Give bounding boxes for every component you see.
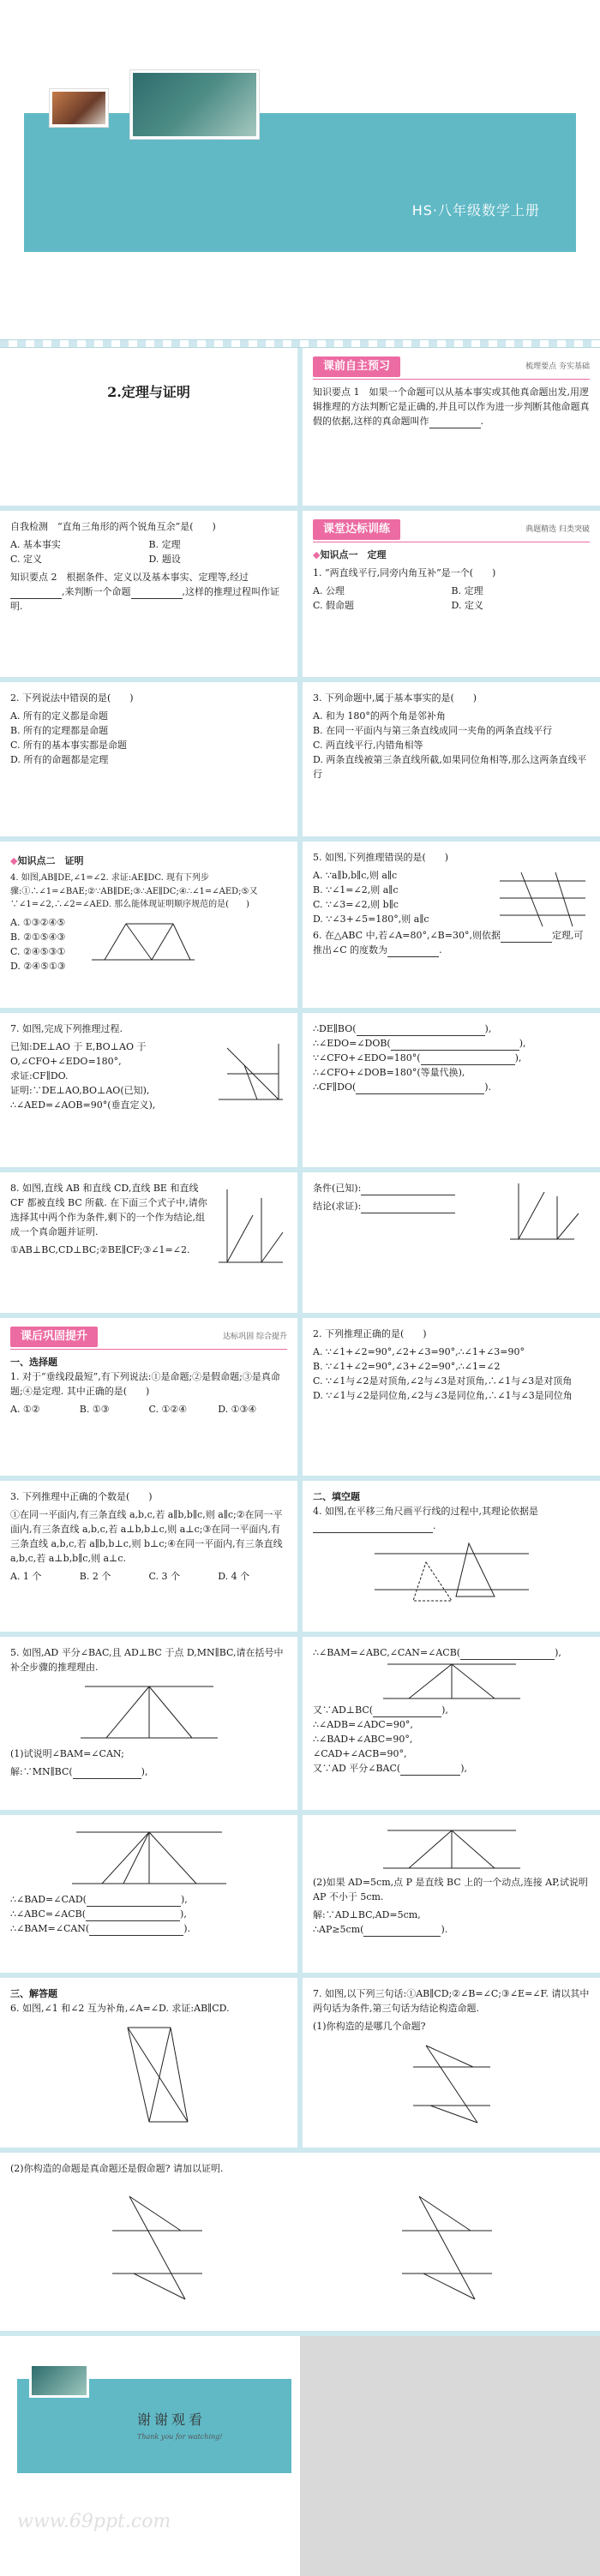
- option[interactable]: B. 定理: [148, 539, 181, 551]
- sub-question: (1)试说明∠BAM=∠CAN;: [10, 1748, 124, 1760]
- proof-line: ∴∠EDO=∠DOB( ),: [313, 1036, 590, 1051]
- proof-line: 又∵AD 平分∠BAC( ),: [313, 1761, 590, 1776]
- question: 7. 如图,完成下列推理过程.: [10, 1023, 123, 1034]
- solution: 解:∵MN∥BC(: [10, 1766, 73, 1778]
- answer-blank[interactable]: [387, 947, 439, 957]
- answer-blank[interactable]: [356, 1084, 484, 1094]
- answer-blank[interactable]: [460, 1650, 555, 1660]
- option[interactable]: A. 公理: [313, 585, 345, 597]
- slide-q8-answer: [297, 1172, 600, 1313]
- ribbon-sub: 达标巩固 综合提升: [223, 1333, 287, 1341]
- knowledge-text: 知识要点 2 根据条件、定义以及基本事实、定理等,经过: [10, 572, 249, 584]
- knowledge-text: 知识要点 1 如果一个命题可以从基本事实或其他真命题出发,用逻辑推理的方法判断它是正确的,并且可以作为进一步判断其他命题真假的依据,这样的真命题叫作: [313, 386, 590, 428]
- options: [313, 584, 590, 613]
- cover-slide: [0, 0, 600, 339]
- end-photo: [29, 2363, 89, 2398]
- ribbon: 课堂达标训练: [313, 519, 400, 540]
- proof-line: ∴∠BAD=∠CAD( ),: [10, 1892, 287, 1907]
- answer-blank[interactable]: [361, 1185, 455, 1195]
- answer-blank[interactable]: [87, 1896, 181, 1907]
- proof-line: ∴∠AED=∠AOB=90°(垂直定义),: [10, 1099, 156, 1111]
- cover-photo: [50, 89, 108, 127]
- ribbon-sub: 梳理要点 夯实基础: [525, 362, 590, 371]
- figure: [366, 1537, 537, 1605]
- figure: [375, 1824, 529, 1875]
- thanks-text: 谢谢观看: [137, 2411, 207, 2428]
- question: 4. 如图,在平移三角尺画平行线的过程中,其理论依据是: [313, 1506, 538, 1518]
- solution: 解:∵AD⊥BC,AD=5cm,: [313, 1909, 421, 1921]
- sub-question: (2)如果 AD=5cm,点 P 是直线 BC 上的一个动点,连接 AP,试说明 AP 不小于 5cm.: [313, 1877, 588, 1903]
- end-slide: [0, 2336, 600, 2576]
- question: 6. 在△ABC 中,若∠A=80°,∠B=30°,则依据: [313, 930, 501, 942]
- slide-q7: [0, 1013, 297, 1167]
- slide-class-train: [297, 511, 600, 677]
- option[interactable]: C. 3 个: [148, 1571, 181, 1583]
- option[interactable]: D. 题设: [148, 554, 181, 566]
- proof-line: ∴CF∥DO( ).: [313, 1080, 590, 1094]
- option[interactable]: D. ∵∠1与∠2是同位角,∠2与∠3是同位角,∴∠1与∠3是同位角: [313, 1390, 573, 1402]
- end-left: [0, 2336, 300, 2576]
- diamond-icon: ◆: [313, 549, 321, 561]
- option[interactable]: D. ①③④: [218, 1404, 257, 1416]
- slide-q5b-cont: [297, 1637, 600, 1810]
- question: 6. 如图,∠1 和∠2 互为补角,∠A=∠D. 求证:AB∥CD.: [10, 2003, 230, 2015]
- answer-blank[interactable]: [421, 1055, 515, 1065]
- cover-band: [24, 113, 576, 252]
- option[interactable]: D. 4 个: [218, 1571, 250, 1583]
- knowledge-point: ◆知识点一 定理: [313, 549, 387, 561]
- question: 8. 如图,直线 AB 和直线 CD,直线 BE 和直线 CF 都被直线 BC 所截. 在下面三个式子中,请你选择其中两个作为条件,剩下的一个作为结论,组成一个真命题并证明.: [10, 1183, 207, 1238]
- figure: [393, 2179, 496, 2308]
- option[interactable]: A. 基本事实: [10, 539, 61, 551]
- question: 2. 下列说法中错误的是( ): [10, 692, 134, 704]
- option[interactable]: C. 假命题: [313, 600, 355, 612]
- section-heading: 三、解答题: [10, 1988, 57, 1999]
- ribbon: 课前自主预习: [313, 356, 400, 377]
- option[interactable]: D. ②④⑤①③: [10, 960, 66, 972]
- option[interactable]: B. ①③: [79, 1404, 110, 1416]
- answer-blank[interactable]: [131, 589, 183, 599]
- question: 1. “两直线平行,同旁内角互补”是一个( ): [313, 567, 496, 579]
- slide-self-check: [0, 511, 297, 677]
- answer-blank[interactable]: [361, 1203, 455, 1213]
- punct: .: [480, 416, 483, 428]
- slide-q5b-part2: [297, 1815, 600, 1973]
- question: 1. 对于“垂线段最短”,有下列说法:①是命题;②是假命题;③是真命题;④是定理. 其中正确的是( ): [10, 1371, 280, 1398]
- option[interactable]: A. ①③②④⑤: [10, 916, 66, 928]
- knowledge-point: ◆知识点二 证明: [10, 855, 84, 866]
- figure: [495, 868, 590, 928]
- answer-blank[interactable]: [86, 1911, 180, 1921]
- slide-q7b-part2: [0, 2153, 600, 2331]
- figure: [210, 1181, 287, 1275]
- option[interactable]: D. 两条直线被第三条直线所截,如果同位角相等,那么这两条直线平行: [313, 754, 587, 781]
- slide-q4: [0, 842, 297, 1008]
- punct: .: [439, 944, 442, 956]
- figure: [210, 1039, 287, 1108]
- answer-blank[interactable]: [400, 1765, 460, 1776]
- slide-preview: [297, 348, 600, 506]
- slide-q2b: [297, 1318, 600, 1476]
- proof-line: ∴∠BAM=∠CAN( ).: [10, 1921, 287, 1936]
- ribbon: 课后巩固提升: [10, 1327, 98, 1347]
- proof-line: ∴∠CFO+∠DOB=180°(等量代换),: [313, 1067, 465, 1079]
- section-heading: 二、填空题: [313, 1491, 360, 1502]
- slide-q8: [0, 1172, 297, 1313]
- option[interactable]: B. 所有的定理都是命题: [10, 725, 109, 737]
- question: 5. 如图,AD 平分∠BAC,且 AD⊥BC 于点 D,MN∥BC,请在括号中补全步骤的推理理由.: [10, 1647, 284, 1674]
- proof-line: ∴∠ADB=∠ADC=90°,: [313, 1719, 413, 1731]
- slide-q7-cont: [297, 1013, 600, 1167]
- divider: [0, 339, 600, 348]
- slide-title: [0, 348, 297, 506]
- option[interactable]: D. 所有的命题都是定理: [10, 754, 109, 766]
- answer-blank[interactable]: [73, 1769, 141, 1779]
- slide-q5: [297, 842, 600, 1008]
- option[interactable]: C. 定义: [10, 554, 43, 566]
- answer-blank[interactable]: [89, 1926, 183, 1936]
- figure: [72, 1678, 226, 1746]
- figure: [104, 2179, 207, 2308]
- proof-line: 已知:DE⊥AO 于 E,BO⊥AO 于 O,∠CFO+∠EDO=180°,: [10, 1041, 147, 1068]
- section-heading: 一、选择题: [10, 1357, 57, 1369]
- question: 7. 如图,以下列三句话:①AB∥CD;②∠B=∠C;③∠E=∠F. 请以其中两句话为条件,第三句话为结论构造命题.: [313, 1988, 590, 2015]
- slide-q3: [297, 682, 600, 836]
- answer-blank[interactable]: [429, 418, 481, 428]
- slide-q5b-cont2: [0, 1815, 297, 1973]
- slide-fill: [297, 1481, 600, 1632]
- question-body: ①在同一平面内,有三条直线 a,b,c,若 a∥b,b∥c,则 a∥c;②在同一平面内,有三条直线 a,b,c,若 a⊥b,b⊥c,则 a⊥c;③在同一平面内,有三条直线 a,b,c,若 a∥b,b⊥c,则 b⊥c;④在同一平面内,有三条直线 a,b,c,若 a⊥b,b∥c,则 a⊥c.: [10, 1509, 283, 1565]
- option[interactable]: D. 定义: [451, 600, 483, 612]
- diamond-icon: ◆: [10, 855, 18, 866]
- solution: ∴AP≥5cm( ).: [313, 1922, 590, 1937]
- option[interactable]: B. 在同一平面内与第三条直线成同一夹角的两条直线平行: [313, 725, 553, 737]
- sub-question: (2)你构造的命题是真命题还是假命题? 请加以证明.: [10, 2163, 224, 2174]
- option[interactable]: B. ∵∠1=∠2,则 a∥c: [313, 884, 399, 896]
- option[interactable]: A. ∵a∥b,b∥c,则 a∥c: [313, 870, 398, 882]
- watermark: www.69ppt.com: [17, 2511, 171, 2532]
- option[interactable]: B. 定理: [451, 585, 483, 597]
- end-right: [300, 2336, 600, 2576]
- question: 3. 下列推理中正确的个数是( ): [10, 1491, 153, 1502]
- sub-question: (1)你构造的是哪几个命题?: [313, 2021, 426, 2033]
- figure: [87, 915, 199, 967]
- option[interactable]: D. ∵∠3+∠5=180°,则 a∥c: [313, 914, 429, 926]
- question: 自我检测 “直角三角形的两个锐角互余”是( ): [10, 521, 216, 532]
- question-items: ①AB⊥BC,CD⊥BC;②BE∥CF;③∠1=∠2.: [10, 1244, 190, 1256]
- ribbon-sub: 典题精选 归类突破: [525, 525, 590, 534]
- option[interactable]: C. ∵∠1与∠2是对顶角,∠2与∠3是对顶角,∴∠1与∠3是对顶角: [313, 1375, 573, 1387]
- option[interactable]: C. ②④⑤③①: [10, 945, 66, 957]
- option[interactable]: C. ①②④: [148, 1404, 188, 1416]
- figure: [506, 1179, 583, 1256]
- answer-blank[interactable]: [357, 1026, 485, 1036]
- question: 3. 下列命题中,属于基本事实的是( ): [313, 692, 477, 704]
- option[interactable]: C. 两直线平行,内错角相等: [313, 740, 423, 752]
- question: 2. 下列推理正确的是( ): [313, 1328, 427, 1339]
- label: 条件(已知):: [313, 1183, 362, 1194]
- options: [10, 1569, 287, 1584]
- label: 结论(求证):: [313, 1201, 362, 1213]
- option[interactable]: C. ∵∠3=∠2,则 b∥c: [313, 899, 399, 911]
- slide-q5b: 5. 如图,AD 平分∠BAC,且 AD⊥BC 于点 D,MN∥BC,请在括号中补全步骤的推理理由. (1)试说明∠BAM=∠CAN; 解:∵MN∥BC( ),: [0, 1637, 297, 1810]
- section-title: 2.定理与证明: [107, 384, 190, 400]
- answer-blank[interactable]: [373, 1707, 441, 1717]
- answer-blank[interactable]: [10, 589, 62, 599]
- answer-blank[interactable]: [363, 1926, 441, 1937]
- option[interactable]: B. 2 个: [79, 1571, 111, 1583]
- slide-q6: [0, 1978, 297, 2148]
- answer-blank[interactable]: [391, 1040, 519, 1051]
- proof-line: ∠CAD+∠ACB=90°,: [313, 1748, 407, 1760]
- thanks-text-en: Thank you for watching!: [137, 2433, 223, 2441]
- knowledge-text: ,来判断一个命题: [62, 586, 131, 598]
- options: [10, 537, 287, 566]
- proof-line: ∴DE∥BO( ),: [313, 1021, 590, 1036]
- option[interactable]: A. 和为 180°的两个角是邻补角: [313, 710, 446, 722]
- figure: [405, 2037, 499, 2131]
- punct: .: [433, 1520, 436, 1532]
- answer-blank[interactable]: [313, 1523, 433, 1533]
- proof-line: ∵∠CFO+∠EDO=180°( ),: [313, 1051, 590, 1065]
- proof-line: 求证:CF∥DO.: [10, 1070, 69, 1082]
- cover-photo: [130, 70, 259, 139]
- proof-line: ∴∠BAD+∠ABC=90°,: [313, 1734, 413, 1746]
- option[interactable]: A. ①②: [10, 1404, 40, 1416]
- slide-q2: [0, 682, 297, 836]
- slide-q7b: [297, 1978, 600, 2148]
- slide-after-class: [0, 1318, 297, 1476]
- figure: [63, 1824, 235, 1892]
- figure: [375, 1660, 529, 1703]
- option[interactable]: B. ∵∠1+∠2=90°,∠3+∠2=90°,∴∠1=∠2: [313, 1361, 501, 1373]
- cover-title: HS·八年级数学上册: [411, 202, 540, 219]
- option[interactable]: A. 1 个: [10, 1571, 42, 1583]
- proof-line: ∴∠ABC=∠ACB( ),: [10, 1907, 287, 1921]
- answer-blank[interactable]: [501, 932, 552, 943]
- option[interactable]: A. ∵∠1+∠2=90°,∠2+∠3=90°,∴∠1+∠3=90°: [313, 1346, 525, 1358]
- proof-line: 又∵AD⊥BC( ),: [313, 1703, 590, 1717]
- option[interactable]: A. 所有的定义都是命题: [10, 710, 108, 722]
- knowledge-text: ,这样的推理过程叫作证明.: [10, 586, 279, 613]
- question: 4. 如图,AB∥DE,∠1=∠2. 求证:AE∥DC. 现有下列步骤:①∴∠1=∠BAE;②∵AB∥DE;③∴AE∥DC;④∴∠1=∠AED;⑤又∵∠1=∠2,∴∠2=∠AED. 那么能体现证明顺序规范的是( ): [10, 873, 258, 910]
- option[interactable]: B. ②①⑤④③: [10, 931, 66, 943]
- slide-q3b: [0, 1481, 297, 1632]
- question: 5. 如图,下列推理错误的是( ): [313, 852, 449, 863]
- proof-line: 证明:∵DE⊥AO,BO⊥AO(已知),: [10, 1085, 150, 1097]
- question: 定理,可推出∠C 的度数为: [313, 930, 584, 956]
- option[interactable]: C. 所有的基本事实都是命题: [10, 740, 128, 752]
- options: [10, 1402, 287, 1417]
- proof-line: ∴∠BAM=∠ABC,∠CAN=∠ACB( ),: [313, 1645, 590, 1660]
- figure: [102, 2019, 196, 2130]
